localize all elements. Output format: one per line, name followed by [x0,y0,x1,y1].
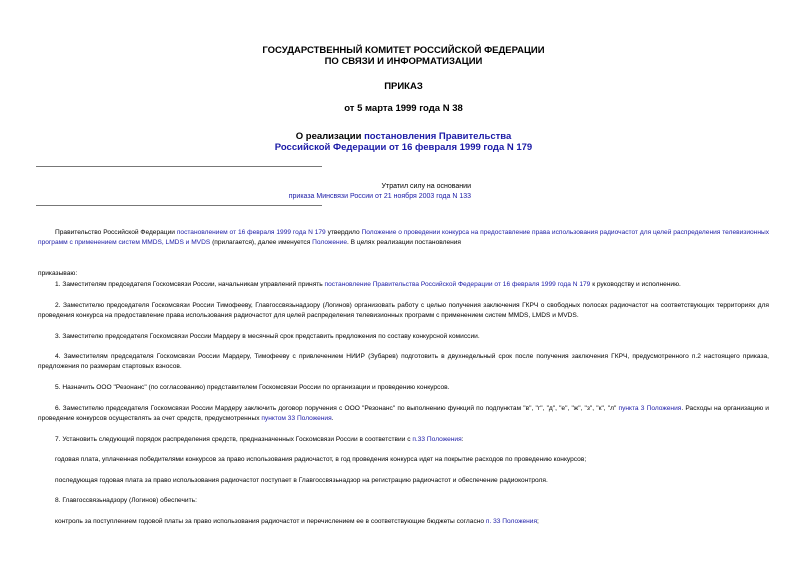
item-6-clause-3-link[interactable]: пункта 3 Положения [618,405,682,412]
item-8: 8. Главгоссвязьнадзору (Логинов) обеспечить: [55,497,197,504]
item-8-text-1: контроль за поступлением годовой платы за право использования радиочастот и перечислением ее в соответствующие бюджеты согласно [55,518,486,525]
item-1-text-2: к руководству и исполнению. [590,281,681,288]
item-6-clause-33-link[interactable]: пунктом 33 Положения [261,415,332,422]
lost-force-label: Утратил силу на основании [381,183,471,190]
subject-link-part2[interactable]: Российской Федерации от 16 февраля 1999 года N 179 [274,142,533,153]
doc-type: ПРИКАЗ [384,81,423,92]
regulation-short-link[interactable]: Положение [312,239,347,246]
org-name-line2: ПО СВЯЗИ И ИНФОРМАТИЗАЦИИ [324,56,483,67]
item-6 [38,404,769,424]
subject-prefix: О реализации [295,131,365,142]
item-7-text-2: : [461,436,464,443]
item-8-text-2: ; [537,518,539,525]
item-3: 3. Заместителю председателя Госкомсвязи России Мардеру в месячный срок представить предложения по составу конкурсной комиссии. [55,333,480,340]
intro-text-2: утвердило [325,229,362,236]
status-divider-top [36,166,322,167]
item-1 [38,280,769,290]
item-1-resolution-link[interactable]: постановление Правительства Российской Федерации от 16 февраля 1999 года N 179 [324,281,591,288]
doc-subject-line1 [0,131,807,142]
item-8-sub-a [38,517,769,527]
item-6-text-1: 6. Заместителю председателя Госкомсвязи России Мардеру заключить договор поручения с ООО "Резонанс" по выполнению функций по подпунктам "в", "г", "д", "е", "ж", "з", "к", "л" [55,405,619,412]
regulation-link[interactable]: Положение о проведении конкурса на предоставление права использования радиочастот для целей распределения телевизионных программ с применением систем MMDS, LMDS и MVDS [38,229,770,246]
lost-force-link[interactable]: приказа Минсвязи России от 21 ноября 2003 года N 133 [288,193,471,200]
intro-text-4: . В целях реализации постановления [347,239,462,246]
item-4: 4. Заместителям председателя Госкомсвязи России Мардеру, Тимофееву с привлечением НИИР (Зубарев) подготовить в двухнедельный срок после получения заключения ГКРЧ, предусмотренного п.2 настоящего приказа, предложения по размерам стартовых взносов. [38,353,769,370]
item-5: 5. Назначить ООО "Резонанс" (по согласованию) представителем Госкомсвязи России по организации и проведению конкурсов. [55,384,450,391]
subject-link-part1[interactable]: постановления Правительства [364,131,512,142]
resolution-link[interactable]: постановлением от 16 февраля 1999 года N 179 [176,229,326,236]
item-8-clause-33-link[interactable]: п. 33 Положения [485,518,538,525]
item-2: 2. Заместителю председателя Госкомсвязи России Тимофееву, Главгоссвязьнадзору (Логинов) организовать работу с целью получения заключения ГКРЧ о свободных полосах радиочастот на соответствующих территориях для проведения конкурса на предоставление права использования радиочастот для целей распределения телевизионных программ с применением систем MMDS, LMDS и MVDS. [38,302,769,319]
item-6-text-3: . [331,415,334,422]
intro-paragraph [38,228,769,248]
doc-subject-line2 [0,142,807,153]
doc-date: от 5 марта 1999 года N 38 [344,103,463,114]
item-7-sub-b: последующая годовая плата за право использования радиочастот поступает в Главгоссвязьнадзор на регистрацию радиочастот и обеспечение радиоконтроля. [55,477,548,484]
item-6-text-2: . Расходы на организацию и проведение конкурсов осуществлять за счет средств, предусмотренных [38,405,769,422]
item-7-clause-33-link[interactable]: п.33 Положения [412,436,462,443]
status-divider-bottom [36,205,322,206]
item-7-sub-a: годовая плата, уплаченная победителями конкурсов за право использования радиочастот, в год проведения конкурса идет на покрытие расходов по проведению конкурсов; [55,456,587,463]
order-word: приказываю: [38,270,78,277]
intro-text-3: (прилагается), далее именуется [210,239,313,246]
intro-text-1: Правительство Российской Федерации [55,229,177,236]
item-7-text-1: 7. Установить следующий порядок распределения средств, предназначенных Госкомсвязи России в соответствии с [55,436,413,443]
item-7 [38,435,769,445]
item-1-text-1: 1. Заместителям председателя Госкомсвязи России, начальникам управлений принять [55,281,325,288]
org-name-line1: ГОСУДАРСТВЕННЫЙ КОМИТЕТ РОССИЙСКОЙ ФЕДЕРАЦИИ [262,45,545,56]
